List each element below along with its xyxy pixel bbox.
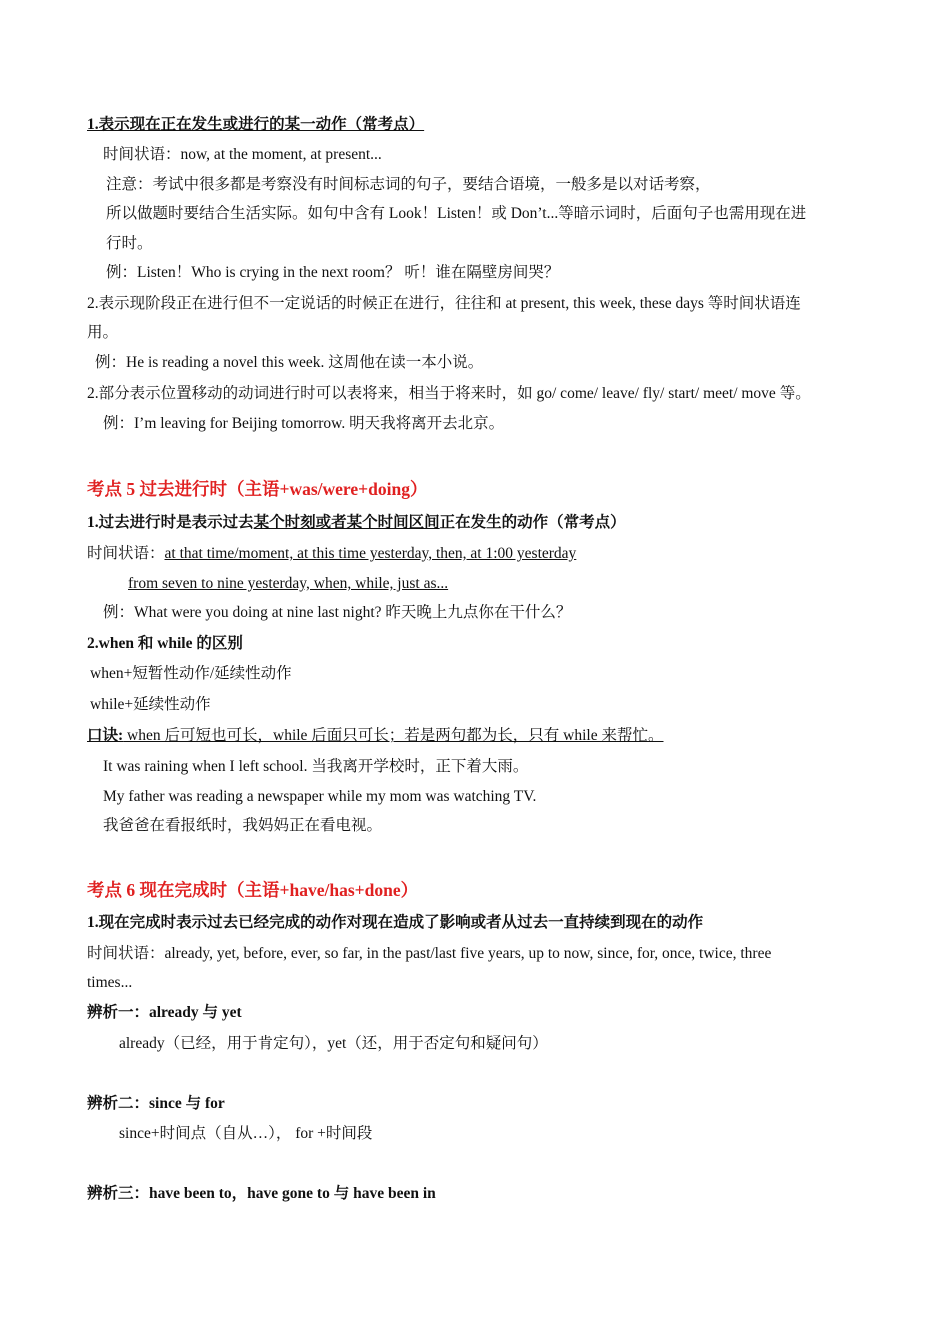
section-6-heading: 考点 6 现在完成时（主语+have/has+done） xyxy=(87,880,419,900)
point-1-text-underlined: 某个时刻或者某个时间区间 xyxy=(253,514,440,531)
time-adverbials-line xyxy=(87,544,576,564)
analysis-1-text: already（已经，用于肯定句），yet（还，用于否定句和疑问句） xyxy=(119,1035,548,1052)
note-line-3: 行时。 xyxy=(106,235,153,252)
point-1-text-a: 1.过去进行时是表示过去 xyxy=(87,514,254,531)
analysis-1-title: 辨析一：already 与 yet xyxy=(87,1004,242,1021)
section-6-point-1: 1.现在完成时表示过去已经完成的动作对现在造成了影响或者从过去一直持续到现在的动作 xyxy=(87,914,704,931)
section-5-point-1 xyxy=(87,513,626,533)
while-rule: while+延续性动作 xyxy=(90,696,211,713)
time-adverbials-list: at that time/moment, at this time yesterday, then, at 1:00 yesterday xyxy=(164,545,577,562)
time-adverbials-label: 时间状语： xyxy=(87,545,165,562)
analysis-2-text: since+时间点（自从…）， for +时间段 xyxy=(119,1125,373,1142)
point-1-text-c: 正在发生的动作（常考点） xyxy=(439,514,626,531)
rhyme-text: when 后可短也可长，while 后面只可长；若是两句都为长，只有 while 来帮忙。 xyxy=(123,727,664,744)
note-line-2: 所以做题时要结合生活实际。如句中含有 Look！Listen！或 Don’t...等暗示词时，后面句子也需用现在进 xyxy=(106,205,807,222)
analysis-2-title: 辨析二：since 与 for xyxy=(87,1095,225,1112)
example-line: 例：What were you doing at nine last night? 昨天晚上九点你在干什么？ xyxy=(103,604,572,621)
point-2-line-1: 2.表示现阶段正在进行但不一定说话的时候正在进行，往往和 at present, this week, these days 等时间状语连 xyxy=(87,295,801,312)
example-line: 例：I’m leaving for Beijing tomorrow. 明天我将离开去北京。 xyxy=(103,415,505,432)
example-line: 例：Listen！Who is crying in the next room？ 听！谁在隔壁房间哭？ xyxy=(106,264,560,281)
example-line: My father was reading a newspaper while my mom was watching TV. xyxy=(103,788,537,805)
time-adverbials-line: 时间状语：already, yet, before, ever, so far, in the past/last five years, up to now, since, for, once, twice, three xyxy=(87,945,772,962)
time-adverbials-line: 时间状语：now, at the moment, at present... xyxy=(103,146,382,163)
example-line: It was raining when I left school. 当我离开学校时，正下着大雨。 xyxy=(103,758,529,775)
point-3-line: 2.部分表示位置移动的动词进行时可以表将来，相当于将来时，如 go/ come/ leave/ fly/ start/ meet/ move 等。 xyxy=(87,385,811,402)
time-adverbials-list-cont: from seven to nine yesterday, when, while, just as... xyxy=(128,575,449,592)
section-5-point-2: 2.when 和 while 的区别 xyxy=(87,635,243,652)
rhyme-label: 口诀: xyxy=(87,727,124,744)
when-rule: when+短暂性动作/延续性动作 xyxy=(90,665,292,682)
note-line-1: 注意：考试中很多都是考察没有时间标志词的句子，要结合语境，一般多是以对话考察， xyxy=(106,176,711,193)
point-2-line-2: 用。 xyxy=(87,324,119,341)
analysis-3-title: 辨析三：have been to，have gone to 与 have been in xyxy=(87,1185,436,1202)
rhyme-line xyxy=(87,726,664,746)
section-5-heading: 考点 5 过去进行时（主语+was/were+doing） xyxy=(87,479,428,499)
point-1-title: 1.表示现在正在发生或进行的某一动作（常考点） xyxy=(87,116,425,133)
example-translation: 我爸爸在看报纸时，我妈妈正在看电视。 xyxy=(103,817,383,834)
time-adverbials-line-cont: times... xyxy=(87,974,133,991)
example-line: 例：He is reading a novel this week. 这周他在读一本小说。 xyxy=(95,354,484,371)
